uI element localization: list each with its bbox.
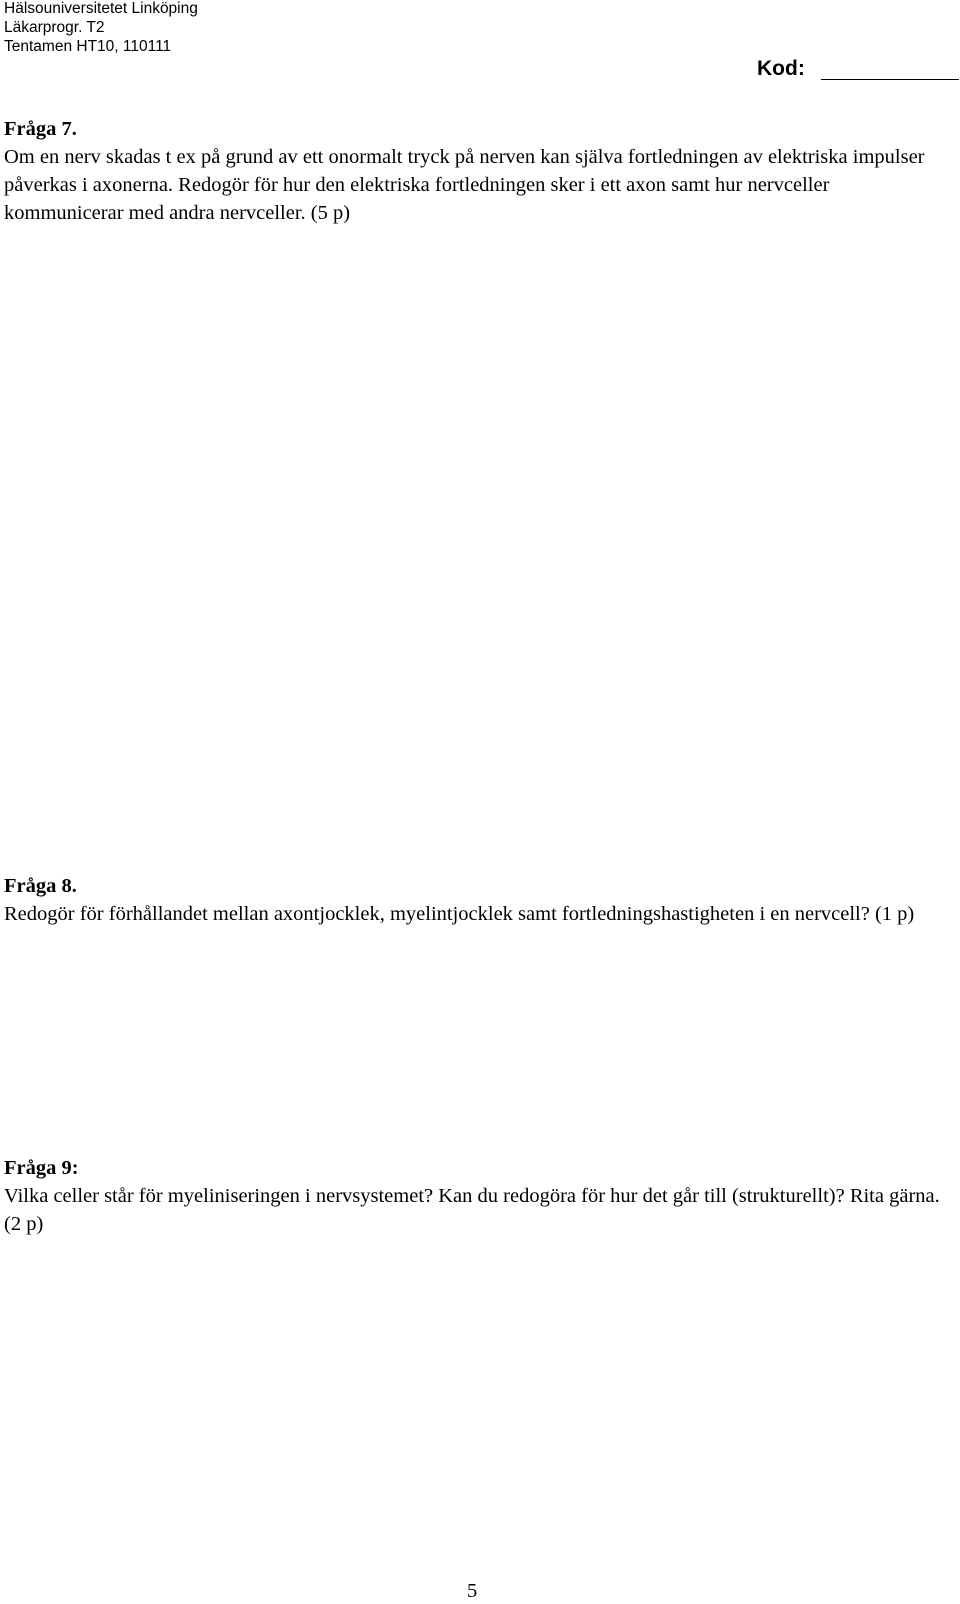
program-name: Läkarprogr. T2 xyxy=(4,19,105,36)
question-9-text: Vilka celler står för myeliniseringen i nervsystemet? Kan du redogöra för hur det går till (strukturellt)? Rita gärna. (2 p) xyxy=(4,1185,940,1235)
question-8-title: Fråga 8. xyxy=(4,875,77,897)
code-label: Kod: xyxy=(757,57,805,80)
institution-name: Hälsouniversitetet Linköping xyxy=(4,0,198,17)
question-8-text: Redogör för förhållandet mellan axontjocklek, myelintjocklek samt fortledningshastigheten i en nervcell? (1 p) xyxy=(4,903,915,925)
question-8 xyxy=(4,872,954,928)
question-7-title: Fråga 7. xyxy=(4,118,77,140)
exam-title: Tentamen HT10, 110111 xyxy=(4,38,172,55)
code-answer-line xyxy=(821,79,959,80)
page-number: 5 xyxy=(467,1580,478,1602)
question-9 xyxy=(4,1154,954,1238)
question-7 xyxy=(4,115,954,227)
question-7-text: Om en nerv skadas t ex på grund av ett onormalt tryck på nerven kan själva fortledningen av elektriska impulser påverkas i axonerna. Redogör för hur den elektriska fortledningen sker i ett axon samt hur nervceller kommunicerar med andra nervceller. (5 p) xyxy=(4,146,925,224)
question-9-title: Fråga 9: xyxy=(4,1157,79,1179)
